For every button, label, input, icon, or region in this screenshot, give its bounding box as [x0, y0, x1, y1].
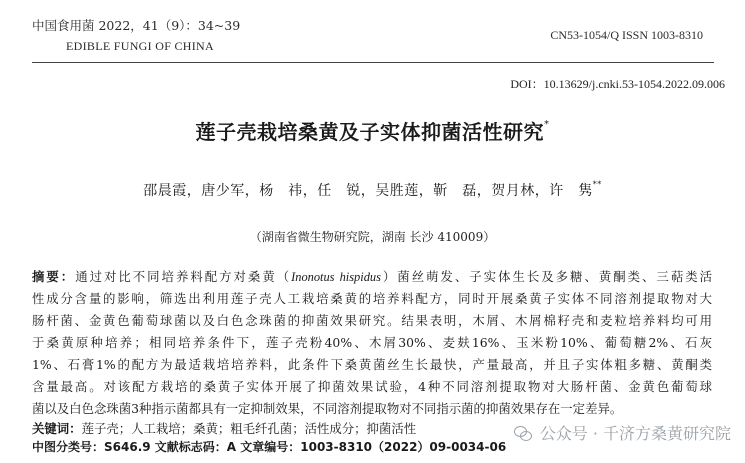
- abstract-label: 摘要：: [32, 269, 76, 284]
- authors-text: 邵晨霞，唐少军，杨 祎，任 锐，吴胜莲，靳 磊，贺月林，许 隽: [143, 183, 593, 199]
- abstract-line: 菌以及白色念珠菌3种指示菌都具有一定抑制效果，不同溶剂提取物对不同指示菌的抑菌效果存在一定差异。: [32, 401, 623, 416]
- author-footnote-mark: **: [592, 180, 602, 189]
- species-name: Inonotus hispidus: [291, 270, 381, 284]
- watermark: [514, 421, 731, 444]
- journal-name-en: EDIBLE FUNGI OF CHINA: [66, 39, 214, 53]
- watermark-text: 公众号 · 千济方桑黄研究院: [539, 424, 731, 443]
- abstract-line: 含量最高。对该配方栽培的桑黄子实体开展了抑菌效果试验，4种不同溶剂提取物对大肠杆菌、金黄色葡萄球: [32, 379, 712, 394]
- abstract-line: [32, 266, 712, 288]
- journal-citation: 中国食用菌 2022，41（9）：34~39: [32, 18, 241, 33]
- wechat-logo-icon: [514, 423, 534, 443]
- authors: [0, 180, 745, 200]
- title-footnote-mark: *: [544, 119, 550, 131]
- cn-issn: CN53-1054/Q ISSN 1003-8310: [550, 28, 703, 42]
- keywords-text: 莲子壳；人工栽培；桑黄；粗毛纤孔菌；活性成分；抑菌活性: [81, 421, 417, 436]
- keywords: [32, 419, 416, 437]
- affiliation: （湖南省微生物研究院，湖南 长沙 410009）: [249, 230, 496, 244]
- doi[interactable]: DOI：10.13629/j.cnki.53-1054.2022.09.006: [510, 77, 725, 91]
- paper-title-text: 莲子壳栽培桑黄及子实体抑菌活性研究: [195, 120, 544, 144]
- paper-title: [0, 116, 745, 145]
- abstract-line: 于桑黄原种培养；相同培养条件下，莲子壳粉40%、木屑30%、麦麸16%、玉米粉10%、葡萄糖2%、石灰: [32, 335, 712, 350]
- abstract-line: 性成分含量的影响，筛选出利用莲子壳人工栽培桑黄的培养料配方，同时开展桑黄子实体不同溶剂提取物对大: [32, 291, 712, 306]
- abstract: [32, 266, 712, 420]
- header-rule: [32, 62, 714, 63]
- classification-line: 中图分类号：S646.9 文献标志码：A 文章编号：1003-8310（2022）09-0034-06: [32, 440, 507, 454]
- abstract-line: 肠杆菌、金黄色葡萄球菌以及白色念珠菌的抑菌效果研究。结果表明，木屑、木屑棉籽壳和麦粒培养料均可用: [32, 313, 712, 328]
- abstract-text: ）菌丝萌发、子实体生长及多糖、黄酮类、三萜类活: [380, 269, 713, 284]
- abstract-line: 1%、石膏1%的配方为最适栽培培养料，此条件下桑黄菌丝生长最快，产量最高，并且子实体粗多糖、黄酮类: [32, 357, 712, 372]
- keywords-label: 关键词：: [32, 421, 82, 436]
- abstract-text: 通过对比不同培养料配方对桑黄（: [75, 269, 292, 284]
